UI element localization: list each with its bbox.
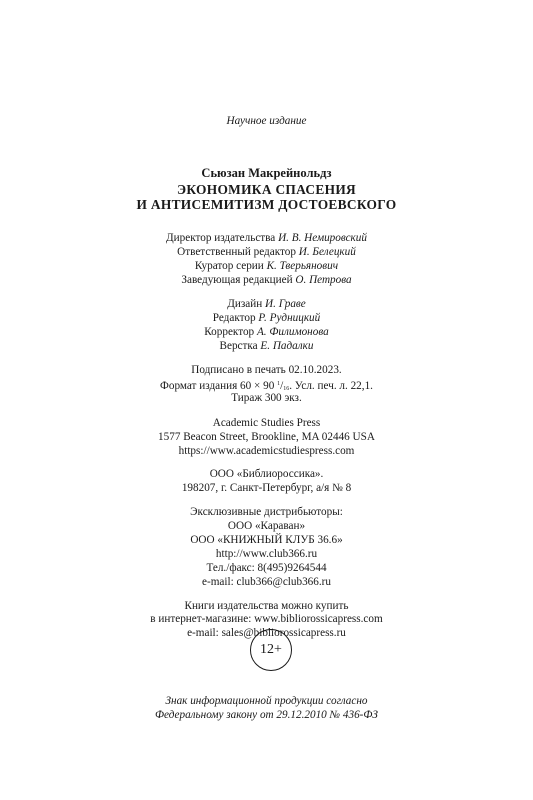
credit-name: Е. Падалки: [260, 340, 314, 352]
credit-role: Ответственный редактор: [177, 246, 296, 258]
print-format: Формат издания 60 × 90 $^1$/16. Усл. печ. л. 22,1.: [160, 380, 373, 392]
biblio-name: ООО «Библиороссика».: [209, 468, 324, 480]
credit-name: Р. Рудницкий: [258, 312, 321, 324]
credit-line: [0, 311, 533, 325]
credit-line: [0, 325, 533, 339]
credit-role: Директор издательства: [166, 232, 276, 244]
credit-name: И. Граве: [265, 298, 306, 310]
author-name: Сьюзан Макрейнольдз: [201, 166, 332, 180]
distributor-line: Тел./факс: 8(495)9264544: [206, 562, 327, 574]
credit-name: И. В. Немировский: [278, 232, 367, 244]
shop-line: Книги издательства можно купить: [184, 600, 349, 612]
credit-line: [0, 245, 533, 259]
shop-line: e-mail: sales@bibliorossicapress.ru: [187, 627, 346, 639]
credit-role: Дизайн: [227, 298, 263, 310]
credit-name: К. Тверьянович: [266, 260, 339, 272]
book-title-line-2: И АНТИСЕМИТИЗМ ДОСТОЕВСКОГО: [136, 197, 397, 212]
distributor-line: e-mail: club366@club366.ru: [202, 576, 331, 588]
biblio-address: 198207, г. Санкт-Петербург, а/я № 8: [181, 482, 352, 494]
shop-line: в интернет-магазине: www.bibliorossicapress.com: [150, 613, 383, 625]
credit-name: О. Петрова: [295, 274, 352, 286]
credit-role: Корректор: [204, 326, 255, 338]
distributor-line: ООО «КНИЖНЫЙ КЛУБ 36.6»: [190, 534, 343, 546]
credit-line: [0, 297, 533, 311]
series-label: Научное издание: [226, 115, 307, 127]
credit-role: Заведующая редакцией: [181, 274, 293, 286]
distributor-line: ООО «Караван»: [227, 520, 306, 532]
credit-line: [0, 259, 533, 273]
print-signed: Подписано в печать 02.10.2023.: [191, 364, 342, 376]
credit-line: [0, 339, 533, 353]
notice-line: Знак информационной продукции согласно: [165, 695, 368, 707]
book-title-line-1: ЭКОНОМИКА СПАСЕНИЯ: [176, 182, 357, 197]
credit-role: Верстка: [219, 340, 258, 352]
credit-name: А. Филимонова: [256, 326, 329, 338]
credit-role: Куратор серии: [194, 260, 264, 272]
notice-line: Федеральному закону от 29.12.2010 № 436-ФЗ: [155, 709, 378, 721]
distributors-heading: Эксклюзивные дистрибьюторы:: [190, 506, 343, 518]
credit-role: Редактор: [212, 312, 256, 324]
distributor-line: http://www.club366.ru: [215, 548, 318, 560]
credit-line: [0, 273, 533, 287]
credit-name: И. Белецкий: [298, 246, 356, 258]
age-rating-badge: 12+: [250, 629, 292, 671]
print-run: Тираж 300 экз.: [231, 392, 302, 404]
credit-line: [0, 231, 533, 245]
publisher-name: Academic Studies Press: [212, 417, 321, 429]
publisher-address: 1577 Beacon Street, Brookline, MA 02446 USA: [158, 431, 375, 443]
publisher-url: https://www.academicstudiespress.com: [178, 445, 355, 457]
